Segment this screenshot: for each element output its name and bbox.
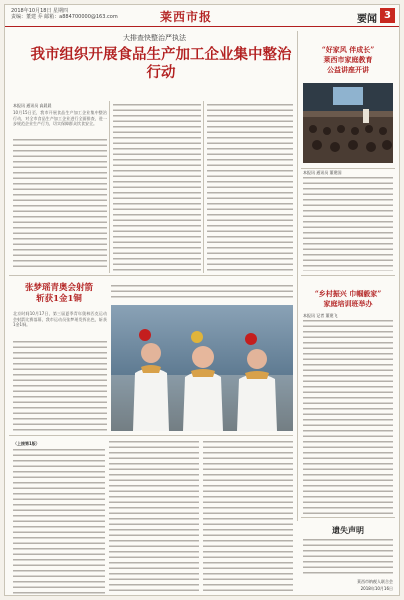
- main-story-byline: 本报讯 通讯员 高晨晨: [13, 103, 52, 108]
- right-mid-headline-line2: 家庭培训班举办: [323, 299, 373, 308]
- section-divider: [9, 435, 293, 436]
- column-divider: [109, 101, 110, 273]
- story2-body: [13, 341, 107, 431]
- lower-story-col1: [13, 449, 105, 595]
- main-story-body-col1: [13, 139, 107, 271]
- date-line: 2018年10月18日 星期四: [11, 8, 69, 14]
- section-title: 要闻: [357, 14, 377, 25]
- right-mid-headline-line1: “乡村振兴 巾帼毅家”: [314, 289, 382, 298]
- section-divider: [301, 517, 395, 518]
- story2-lead: 北京时间10月17日，第三届夏季青年奥林匹克运动会射箭比赛落幕，我市运动员张梦瑶发挥出色，斩获1金1铜。: [13, 311, 107, 328]
- right-top-byline: 本报讯 通讯员 董建国: [303, 170, 342, 175]
- notice-title: 遗失声明: [332, 525, 364, 535]
- notice-body: [303, 539, 393, 577]
- section-divider: [301, 275, 395, 276]
- main-story-kicker: 大排查快整治严执法: [123, 34, 186, 42]
- photo-caption-lines: [111, 285, 293, 301]
- main-story-lead: 10月15日至，我市开展食品生产加工企业集中整治行动，对全市食品生产加工企业进行全面排查，进一步规范企业生产行为，切实保障群众饮食安全。: [13, 110, 107, 127]
- newspaper-page: [4, 4, 400, 596]
- right-top-headline-line2: 莱西市家庭教育: [323, 55, 373, 64]
- right-top-headline-line3: 公益讲座开讲: [327, 65, 369, 74]
- lower-story-col2: [109, 441, 199, 595]
- story2-headline-line2: 斩获1金1铜: [36, 294, 82, 304]
- main-story-body-col3: [207, 104, 293, 271]
- main-story-headline: 我市组织开展食品生产加工企业集中整治行动: [30, 46, 292, 81]
- story2-headline-line1: 张梦瑶青奥会射箭: [24, 283, 93, 293]
- archery-medal-photo: [111, 305, 293, 431]
- lecture-image: [303, 83, 393, 163]
- lower-story-intro: （上接第1版）: [13, 441, 40, 446]
- right-mid-byline: 本报讯 记者 董建飞: [303, 313, 338, 318]
- section-divider: [9, 275, 293, 276]
- right-top-body: [303, 177, 393, 271]
- lecture-photo: [303, 83, 393, 163]
- masthead-date: [11, 8, 118, 20]
- masthead: [5, 5, 399, 27]
- notice-date: 2018年10月16日: [360, 586, 393, 591]
- right-top-headline: [303, 45, 393, 75]
- column-divider: [297, 31, 298, 521]
- lower-story-col3: [203, 441, 293, 595]
- right-mid-body: [303, 320, 393, 514]
- page-number-badge: 3: [380, 8, 395, 23]
- section-divider: [301, 168, 395, 169]
- right-top-headline-line1: “好家风 伴成长”: [321, 45, 375, 54]
- paper-logo: 莱西市报: [160, 10, 213, 24]
- story2-headline: [17, 283, 101, 305]
- column-divider: [203, 101, 204, 273]
- right-mid-headline: [303, 289, 393, 309]
- athletes-image: [111, 305, 293, 431]
- main-story-body-col2: [113, 104, 201, 271]
- notice-signature: 莱西市纳税人联合会: [357, 579, 393, 584]
- editor-line: 责编：董建 乔 邮箱：a884700000@163.com: [11, 14, 118, 20]
